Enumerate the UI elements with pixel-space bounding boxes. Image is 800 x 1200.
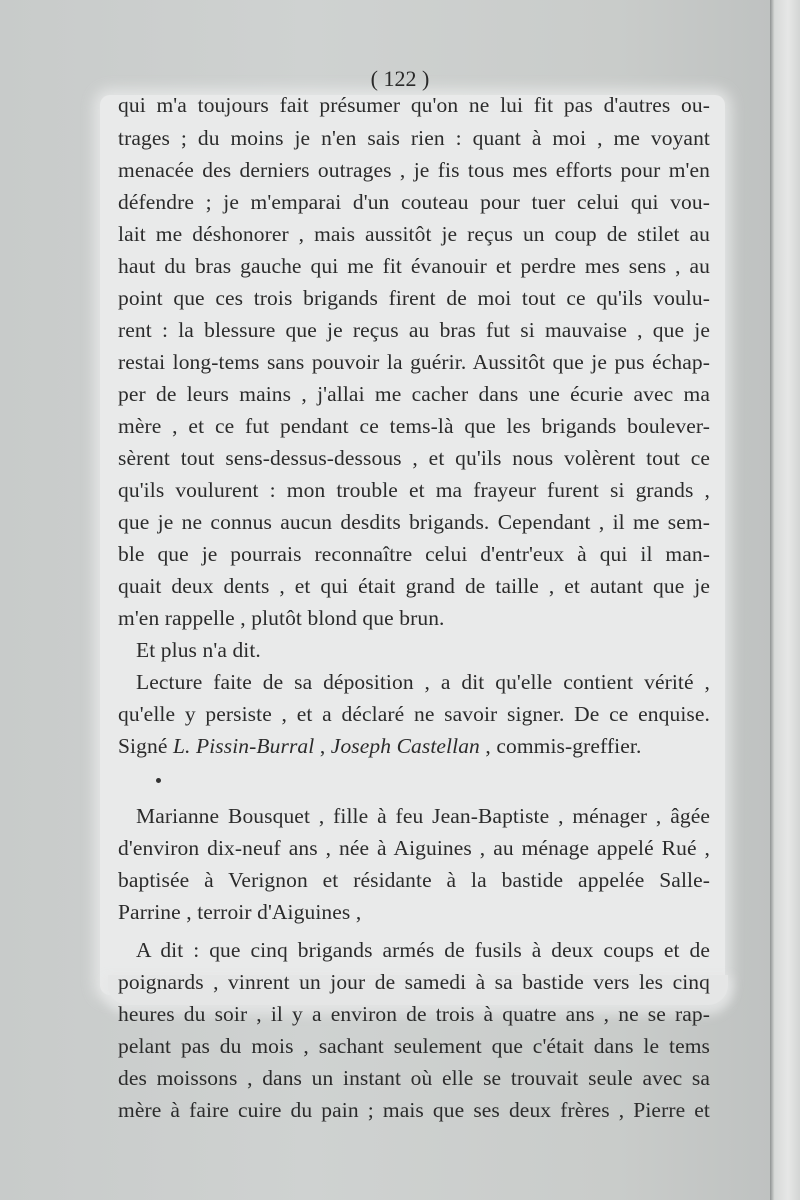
text-line: Et plus n'a dit. <box>136 638 261 662</box>
text-line: d'environ dix-neuf ans , née à Aiguines , au ménage appelé Rué , <box>118 836 710 860</box>
separator-dot <box>156 778 161 783</box>
signature-line <box>118 733 710 759</box>
text-line: A dit : que cinq brigands armés de fusils à deux coups et de <box>136 938 710 962</box>
text-line: des moissons , dans un instant où elle se trouvait seule avec sa <box>118 1066 710 1090</box>
text-line: sèrent tout sens-dessus-dessous , et qu'ils nous volèrent tout ce <box>118 446 710 470</box>
page-edge <box>770 0 800 1200</box>
text-line: Lecture faite de sa déposition , a dit qu'elle contient vérité , <box>136 670 710 694</box>
text-line: m'en rappelle , plutôt blond que brun. <box>118 606 445 630</box>
text-line: qu'elle y persiste , et a déclaré ne savoir signer. De ce enquise. <box>118 702 710 726</box>
text-line: heures du soir , il y a environ de trois à quatre ans , ne se rap- <box>118 1002 710 1026</box>
text-line: baptisée à Verignon et résidante à la bastide appelée Salle- <box>118 868 710 892</box>
text-line: que je ne connus aucun desdits brigands. Cependant , il me sem- <box>118 510 710 534</box>
page-number: ( 122 ) <box>370 66 430 91</box>
text-line: menacée des derniers outrages , je fis tous mes efforts pour m'en <box>118 158 710 182</box>
text-line: mère , et ce fut pendant ce tems-là que les brigands boulever- <box>118 414 710 438</box>
text-line: lait me déshonorer , mais aussitôt je reçus un coup de stilet au <box>118 222 710 246</box>
text-line: haut du bras gauche qui me fit évanouir et perdre mes sens , au <box>118 254 710 278</box>
text-line: Parrine , terroir d'Aiguines , <box>118 900 362 924</box>
signature-prefix: Signé <box>118 734 168 758</box>
text-line: défendre ; je m'emparai d'un couteau pour tuer celui qui vou- <box>118 190 710 214</box>
text-line: Marianne Bousquet , fille à feu Jean-Baptiste , ménager , âgée <box>136 804 710 828</box>
text-line: rent : la blessure que je reçus au bras fut si mauvaise , que je <box>118 318 710 342</box>
text-line: trages ; du moins je n'en sais rien : quant à moi , me voyant <box>118 126 710 150</box>
text-line: ble que je pourrais reconnaître celui d'entr'eux à qui il man- <box>118 542 710 566</box>
text-line: mère à faire cuire du pain ; mais que ses deux frères , Pierre et <box>118 1098 710 1122</box>
text-line: quait deux dents , et qui était grand de taille , et autant que je <box>118 574 710 598</box>
text-line: pelant pas du mois , sachant seulement que c'était dans le tems <box>118 1034 710 1058</box>
text-line: per de leurs mains , j'allai me cacher dans une écurie avec ma <box>118 382 710 406</box>
text-line: restai long-tems sans pouvoir la guérir. Aussitôt que je pus échap- <box>118 350 710 374</box>
signature-name-2: Joseph Castellan <box>330 734 480 758</box>
text-line: poignards , vinrent un jour de samedi à sa bastide vers les cinq <box>118 970 710 994</box>
text-line: qu'ils voulurent : mon trouble et ma frayeur furent si grands , <box>118 478 710 502</box>
signature-suffix: , commis-greffier. <box>485 734 642 758</box>
text-line: qui m'a toujours fait présumer qu'on ne lui fit pas d'autres ou- <box>118 93 710 117</box>
signature-separator: , <box>319 734 326 758</box>
text-line: point que ces trois brigands firent de moi tout ce qu'ils voulu- <box>118 286 710 310</box>
signature-name-1: L. Pissin-Burral <box>172 734 315 758</box>
